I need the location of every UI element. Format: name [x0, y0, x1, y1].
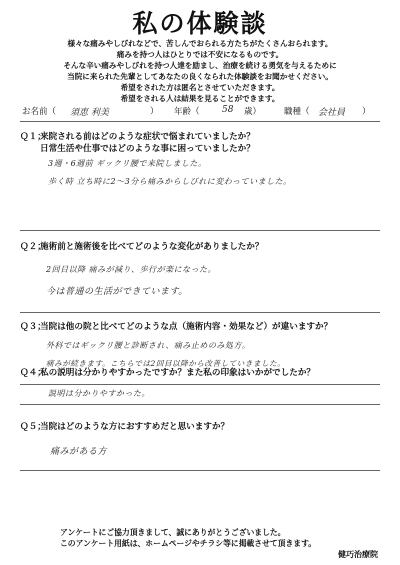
question-4: [20, 366, 385, 378]
question-5: [20, 420, 385, 432]
question-number: Ｑ１；: [20, 132, 46, 142]
question-1: [20, 130, 385, 142]
footer-line: このアンケート用紙は、ホームページやチラシ等に掲載させて頂きます。: [60, 539, 317, 548]
question-subtext: 日常生活や仕事ではどのような事に困っていましたか？: [40, 144, 255, 154]
info-underline: [20, 121, 380, 122]
job-close: ）: [362, 107, 371, 117]
job-label: 職種（: [284, 107, 310, 117]
footer-line: アンケートにご協力頂きまして、誠にありがとうございました。: [60, 528, 286, 537]
answer-line: 歩く時 立ち時に2～3分ら痛みからしびれに変わっていました。: [48, 177, 292, 186]
answer-line: 今は普通の生活ができています。: [46, 287, 188, 297]
age-label: 年齢（: [174, 107, 200, 117]
question-number: Ｑ３；: [20, 322, 46, 332]
intro-line: 様々な痛みやしびれなどで、苦しんでおられる方たちがたくさんおられます。: [67, 39, 333, 48]
answer-line: 痛みが続きます。こちらでは2回目以降から改善していきました。: [46, 359, 286, 368]
question-text: 私の説明は分かりやすかったですか？また私の印象はいかがでしたか？: [40, 368, 316, 378]
intro-line: 痛みを持つ人はひとりでは不安になるものです。: [116, 50, 284, 59]
answer-line: 痛みがある方: [50, 447, 108, 457]
question-text: 当院はどのような方におすすめだと思いますか？: [40, 422, 230, 432]
age-value: 58: [222, 105, 234, 115]
intro-line: 当院に来られた先輩としてあなたの良くなられた体験談をお聞かせください。: [67, 72, 333, 81]
answer-line: 3週・6週前 ギックリ腰で来院しました。: [48, 159, 207, 168]
section-divider: [20, 404, 380, 405]
answer-line: 2回目以降 痛みが減り、歩行が楽になった。: [46, 265, 217, 274]
name-close: ）: [150, 107, 159, 117]
respondent-info: [22, 105, 382, 121]
question-text: 施術前と施術後を比べてどのような変化がありましたか？: [40, 242, 264, 252]
question-1-sub: [20, 142, 385, 154]
footer-note: [60, 527, 316, 549]
answer-line: 説明は分かりやすかった。: [48, 389, 150, 398]
question-number: Ｑ５；: [20, 422, 46, 432]
section-divider: [20, 230, 380, 231]
question-number: Ｑ４；: [20, 368, 46, 378]
name-label: お名前（: [22, 107, 57, 117]
question-text: 来院される前はどのような症状で悩まれていましたか？: [40, 132, 255, 142]
question-text: 当院は他の院と比べてどのような点（施術内容・効果など）が違いますか？: [40, 322, 333, 332]
answer-line: 外科ではギックリ腰と診断され、痛み止めのみ処方。: [46, 341, 251, 350]
intro-line: 希望をされる人は結果を見ることができます。: [120, 94, 280, 103]
clinic-name: 健巧治療院: [338, 550, 378, 559]
section-divider: [20, 312, 380, 313]
age-unit: 歳）: [244, 107, 262, 117]
section-divider: [20, 384, 380, 385]
section-divider: [20, 470, 380, 471]
page-title: 私の体験談: [132, 9, 268, 38]
question-2: [20, 240, 385, 252]
intro-text: [20, 38, 380, 104]
question-number: Ｑ２；: [20, 242, 46, 252]
question-3: [20, 320, 385, 332]
name-value: 須恵 利美: [70, 108, 109, 118]
intro-line: 希望をされた方は匿名とさせていただきます。: [120, 83, 280, 92]
job-value: 会社員: [318, 108, 346, 118]
intro-line: そんな辛い痛みやしびれを持つ人達を励まし、治療を続ける勇気を与えるために: [63, 61, 337, 70]
